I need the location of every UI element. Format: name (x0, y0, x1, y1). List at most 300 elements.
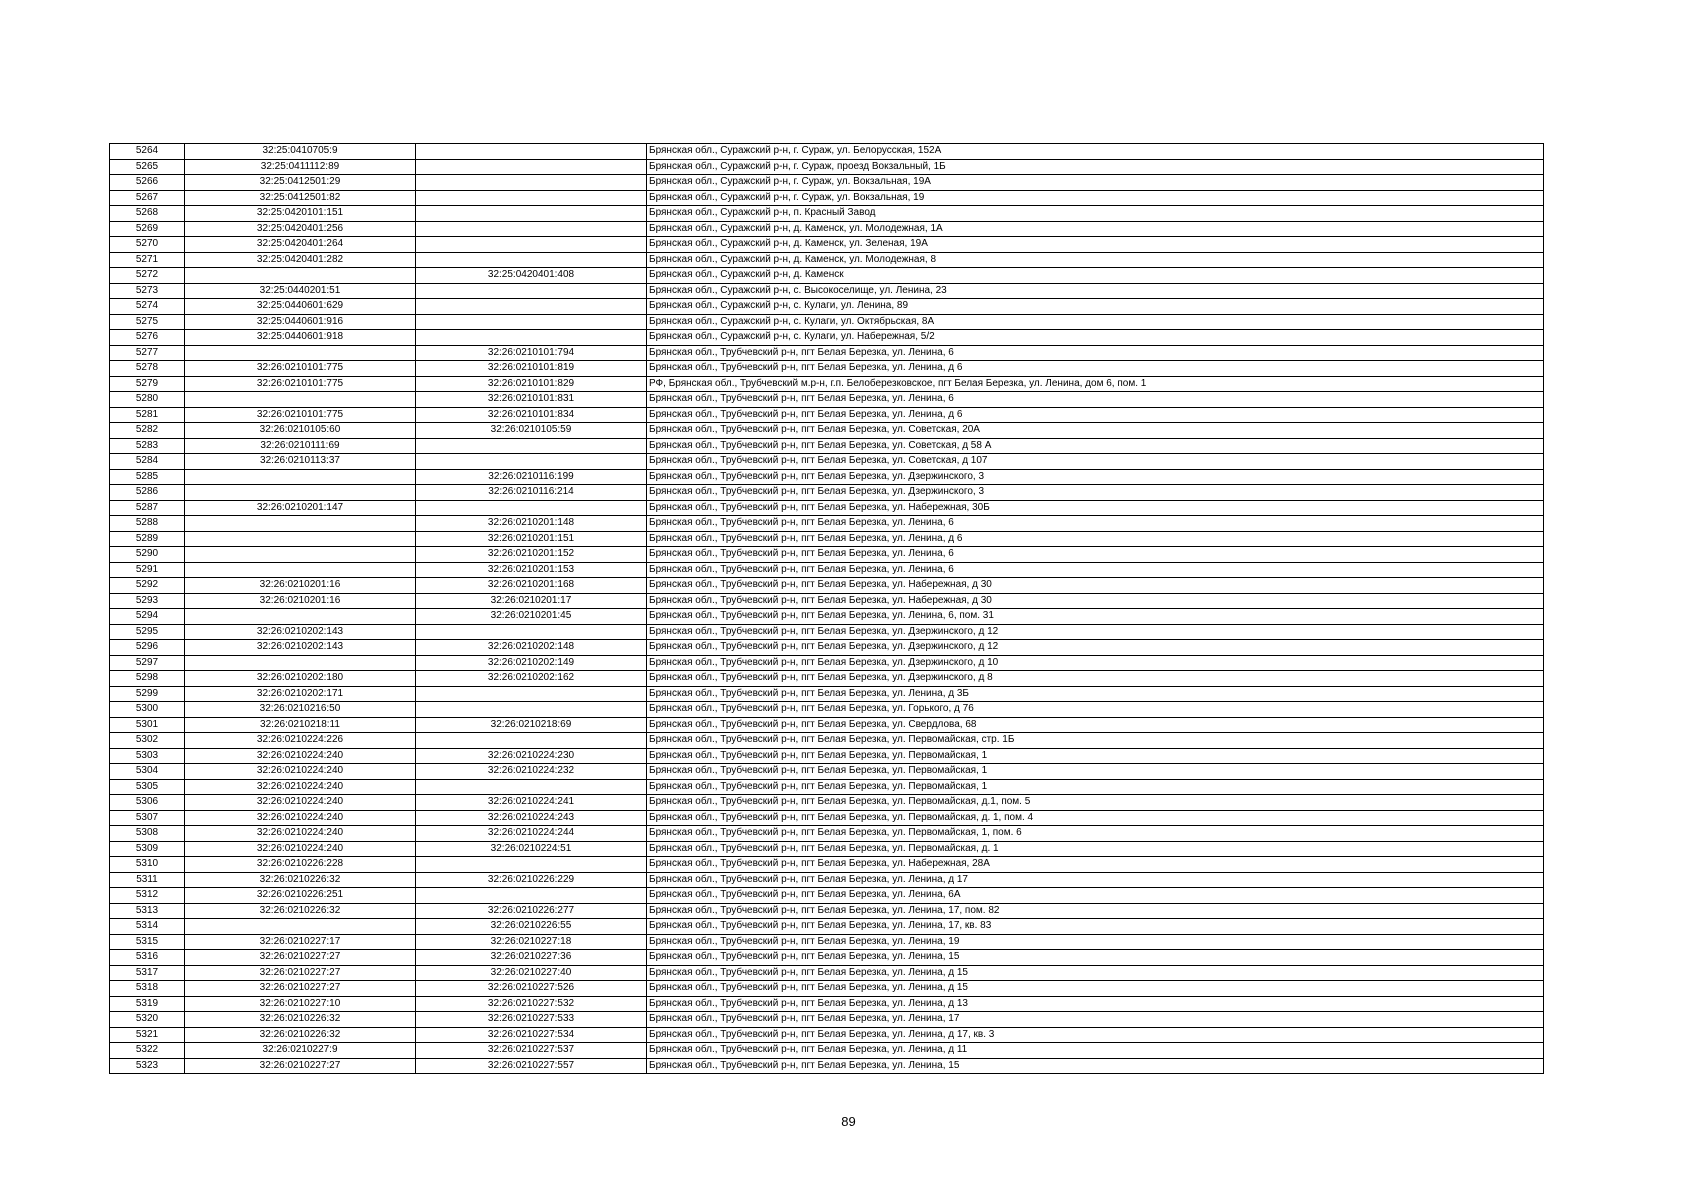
object-cadastral-number-cell: 32:26:0210101:834 (416, 407, 647, 423)
address-cell: Брянская обл., Трубчевский р-н, пгт Белая Березка, ул. Ленина, д 6 (647, 531, 1544, 547)
address-cell: Брянская обл., Трубчевский р-н, пгт Белая Березка, ул. Свердлова, 68 (647, 717, 1544, 733)
cadastral-number-cell: 32:26:0210227:27 (185, 981, 416, 997)
table-row (110, 283, 1544, 299)
address-cell: Брянская обл., Трубчевский р-н, пгт Белая Березка, ул. Советская, д 58 А (647, 438, 1544, 454)
row-number-cell: 5295 (110, 624, 185, 640)
object-cadastral-number-cell: 32:26:0210227:526 (416, 981, 647, 997)
row-number-cell: 5320 (110, 1012, 185, 1028)
address-cell: Брянская обл., Трубчевский р-н, пгт Белая Березка, ул. Набережная, 28А (647, 857, 1544, 873)
object-cadastral-number-cell: 32:26:0210226:55 (416, 919, 647, 935)
row-number-cell: 5275 (110, 314, 185, 330)
object-cadastral-number-cell: 32:26:0210227:557 (416, 1058, 647, 1074)
address-cell: Брянская обл., Трубчевский р-н, пгт Белая Березка, ул. Ленина, 6 (647, 392, 1544, 408)
table-row (110, 640, 1544, 656)
object-cadastral-number-cell (416, 686, 647, 702)
address-cell: Брянская обл., Суражский р-н, с. Кулаги, ул. Набережная, 5/2 (647, 330, 1544, 346)
address-cell: Брянская обл., Трубчевский р-н, пгт Белая Березка, ул. Дзержинского, д 12 (647, 640, 1544, 656)
object-cadastral-number-cell: 32:26:0210227:18 (416, 934, 647, 950)
object-cadastral-number-cell (416, 857, 647, 873)
table-row (110, 779, 1544, 795)
cadastral-number-cell: 32:26:0210227:27 (185, 950, 416, 966)
row-number-cell: 5272 (110, 268, 185, 284)
row-number-cell: 5311 (110, 872, 185, 888)
row-number-cell: 5301 (110, 717, 185, 733)
table-row (110, 361, 1544, 377)
row-number-cell: 5281 (110, 407, 185, 423)
address-cell: Брянская обл., Трубчевский р-н, пгт Белая Березка, ул. Ленина, 19 (647, 934, 1544, 950)
table-row (110, 500, 1544, 516)
table-row (110, 996, 1544, 1012)
row-number-cell: 5277 (110, 345, 185, 361)
table-row (110, 764, 1544, 780)
address-cell: Брянская обл., Трубчевский р-н, пгт Белая Березка, ул. Ленина, д 6 (647, 407, 1544, 423)
table-row (110, 624, 1544, 640)
address-cell: Брянская обл., Трубчевский р-н, пгт Белая Березка, ул. Ленина, д 15 (647, 981, 1544, 997)
cadastral-number-cell (185, 919, 416, 935)
address-cell: Брянская обл., Трубчевский р-н, пгт Белая Березка, ул. Первомайская, 1 (647, 748, 1544, 764)
address-cell: Брянская обл., Трубчевский р-н, пгт Белая Березка, ул. Набережная, д 30 (647, 593, 1544, 609)
row-number-cell: 5284 (110, 454, 185, 470)
address-cell: Брянская обл., Трубчевский р-н, пгт Белая Березка, ул. Ленина, 15 (647, 950, 1544, 966)
cadastral-number-cell: 32:26:0210202:171 (185, 686, 416, 702)
row-number-cell: 5271 (110, 252, 185, 268)
address-cell: Брянская обл., Трубчевский р-н, пгт Белая Березка, ул. Ленина, д 15 (647, 965, 1544, 981)
table-row (110, 934, 1544, 950)
cadastral-number-cell: 32:25:0420401:256 (185, 221, 416, 237)
address-cell: Брянская обл., Суражский р-н, г. Сураж, ул. Вокзальная, 19А (647, 175, 1544, 191)
row-number-cell: 5313 (110, 903, 185, 919)
cadastral-number-cell: 32:26:0210101:775 (185, 407, 416, 423)
address-cell: РФ, Брянская обл., Трубчевский м.р-н, г.п. Белоберезковское, пгт Белая Березка, ул. Ленина, дом 6, пом. 1 (647, 376, 1544, 392)
address-cell: Брянская обл., Трубчевский р-н, пгт Белая Березка, ул. Ленина, 6, пом. 31 (647, 609, 1544, 625)
table-row (110, 1027, 1544, 1043)
cadastral-number-cell: 32:25:0420401:264 (185, 237, 416, 253)
cadastral-number-cell (185, 485, 416, 501)
cadastral-number-cell: 32:26:0210224:240 (185, 841, 416, 857)
table-row (110, 237, 1544, 253)
row-number-cell: 5294 (110, 609, 185, 625)
object-cadastral-number-cell: 32:26:0210224:232 (416, 764, 647, 780)
cadastral-number-cell (185, 469, 416, 485)
cadastral-number-cell: 32:26:0210224:240 (185, 748, 416, 764)
row-number-cell: 5293 (110, 593, 185, 609)
cadastral-number-cell: 32:26:0210216:50 (185, 702, 416, 718)
cadastral-number-cell: 32:26:0210226:32 (185, 903, 416, 919)
table-row (110, 314, 1544, 330)
object-cadastral-number-cell: 32:26:0210101:819 (416, 361, 647, 377)
address-cell: Брянская обл., Трубчевский р-н, пгт Белая Березка, ул. Первомайская, 1 (647, 779, 1544, 795)
row-number-cell: 5273 (110, 283, 185, 299)
object-cadastral-number-cell: 32:26:0210201:151 (416, 531, 647, 547)
row-number-cell: 5318 (110, 981, 185, 997)
address-cell: Брянская обл., Трубчевский р-н, пгт Белая Березка, ул. Набережная, д 30 (647, 578, 1544, 594)
address-cell: Брянская обл., Трубчевский р-н, пгт Белая Березка, ул. Ленина, д 11 (647, 1043, 1544, 1059)
cadastral-number-cell: 32:26:0210105:60 (185, 423, 416, 439)
object-cadastral-number-cell: 32:26:0210202:148 (416, 640, 647, 656)
address-cell: Брянская обл., Суражский р-н, г. Сураж, проезд Вокзальный, 1Б (647, 159, 1544, 175)
cadastral-number-cell: 32:26:0210202:143 (185, 640, 416, 656)
cadastral-number-cell: 32:26:0210202:143 (185, 624, 416, 640)
object-cadastral-number-cell: 32:26:0210218:69 (416, 717, 647, 733)
row-number-cell: 5278 (110, 361, 185, 377)
object-cadastral-number-cell (416, 454, 647, 470)
table-row (110, 981, 1544, 997)
cadastral-number-cell (185, 268, 416, 284)
cadastral-number-cell: 32:25:0412501:29 (185, 175, 416, 191)
table-row (110, 717, 1544, 733)
table-row (110, 252, 1544, 268)
object-cadastral-number-cell: 32:26:0210227:534 (416, 1027, 647, 1043)
table-row (110, 562, 1544, 578)
object-cadastral-number-cell: 32:26:0210201:152 (416, 547, 647, 563)
object-cadastral-number-cell (416, 888, 647, 904)
table-row (110, 655, 1544, 671)
cadastral-number-cell (185, 392, 416, 408)
object-cadastral-number-cell (416, 500, 647, 516)
object-cadastral-number-cell: 32:26:0210201:45 (416, 609, 647, 625)
address-cell: Брянская обл., Трубчевский р-н, пгт Белая Березка, ул. Первомайская, стр. 1Б (647, 733, 1544, 749)
table-row (110, 1058, 1544, 1074)
address-cell: Брянская обл., Суражский р-н, п. Красный Завод (647, 206, 1544, 222)
object-cadastral-number-cell (416, 190, 647, 206)
address-cell: Брянская обл., Трубчевский р-н, пгт Белая Березка, ул. Первомайская, 1 (647, 764, 1544, 780)
table-row (110, 1012, 1544, 1028)
object-cadastral-number-cell: 32:26:0210227:40 (416, 965, 647, 981)
object-cadastral-number-cell: 32:26:0210201:148 (416, 516, 647, 532)
row-number-cell: 5283 (110, 438, 185, 454)
address-cell: Брянская обл., Трубчевский р-н, пгт Белая Березка, ул. Набережная, 30Б (647, 500, 1544, 516)
cadastral-number-cell: 32:26:0210226:251 (185, 888, 416, 904)
cadastral-number-cell: 32:26:0210201:16 (185, 593, 416, 609)
table-row (110, 438, 1544, 454)
row-number-cell: 5276 (110, 330, 185, 346)
cadastral-number-cell: 32:26:0210113:37 (185, 454, 416, 470)
table-row (110, 345, 1544, 361)
object-cadastral-number-cell: 32:26:0210105:59 (416, 423, 647, 439)
row-number-cell: 5305 (110, 779, 185, 795)
row-number-cell: 5269 (110, 221, 185, 237)
object-cadastral-number-cell (416, 330, 647, 346)
cadastral-number-cell: 32:26:0210224:226 (185, 733, 416, 749)
row-number-cell: 5282 (110, 423, 185, 439)
row-number-cell: 5286 (110, 485, 185, 501)
object-cadastral-number-cell: 32:26:0210227:533 (416, 1012, 647, 1028)
address-cell: Брянская обл., Суражский р-н, д. Каменск (647, 268, 1544, 284)
table-row (110, 733, 1544, 749)
address-cell: Брянская обл., Трубчевский р-н, пгт Белая Березка, ул. Ленина, д 3Б (647, 686, 1544, 702)
cadastral-number-cell: 32:26:0210101:775 (185, 361, 416, 377)
object-cadastral-number-cell (416, 314, 647, 330)
table-row (110, 469, 1544, 485)
table-row (110, 206, 1544, 222)
row-number-cell: 5289 (110, 531, 185, 547)
cadastral-number-cell: 32:26:0210226:228 (185, 857, 416, 873)
table-row (110, 485, 1544, 501)
cadastral-number-cell: 32:26:0210227:9 (185, 1043, 416, 1059)
object-cadastral-number-cell (416, 144, 647, 160)
row-number-cell: 5309 (110, 841, 185, 857)
object-cadastral-number-cell (416, 237, 647, 253)
table-row (110, 702, 1544, 718)
table-row (110, 423, 1544, 439)
table-row (110, 965, 1544, 981)
address-cell: Брянская обл., Суражский р-н, д. Каменск, ул. Зеленая, 19А (647, 237, 1544, 253)
address-cell: Брянская обл., Трубчевский р-н, пгт Белая Березка, ул. Дзержинского, 3 (647, 469, 1544, 485)
table-row (110, 516, 1544, 532)
cadastral-number-cell: 32:26:0210226:32 (185, 1012, 416, 1028)
object-cadastral-number-cell: 32:26:0210226:229 (416, 872, 647, 888)
object-cadastral-number-cell: 32:26:0210224:244 (416, 826, 647, 842)
address-cell: Брянская обл., Трубчевский р-н, пгт Белая Березка, ул. Советская, 20А (647, 423, 1544, 439)
object-cadastral-number-cell: 32:26:0210201:168 (416, 578, 647, 594)
address-cell: Брянская обл., Трубчевский р-н, пгт Белая Березка, ул. Первомайская, 1, пом. 6 (647, 826, 1544, 842)
object-cadastral-number-cell: 32:26:0210224:241 (416, 795, 647, 811)
row-number-cell: 5298 (110, 671, 185, 687)
cadastral-number-cell: 32:26:0210224:240 (185, 795, 416, 811)
table-row (110, 531, 1544, 547)
cadastral-table (109, 143, 1544, 1074)
table-row (110, 950, 1544, 966)
row-number-cell: 5267 (110, 190, 185, 206)
table-row (110, 407, 1544, 423)
cadastral-number-cell (185, 655, 416, 671)
row-number-cell: 5279 (110, 376, 185, 392)
address-cell: Брянская обл., Трубчевский р-н, пгт Белая Березка, ул. Первомайская, д. 1 (647, 841, 1544, 857)
cadastral-number-cell: 32:26:0210224:240 (185, 764, 416, 780)
row-number-cell: 5310 (110, 857, 185, 873)
object-cadastral-number-cell: 32:26:0210226:277 (416, 903, 647, 919)
table-row (110, 593, 1544, 609)
cadastral-number-cell (185, 609, 416, 625)
cadastral-number-cell: 32:26:0210218:11 (185, 717, 416, 733)
row-number-cell: 5266 (110, 175, 185, 191)
table-row (110, 268, 1544, 284)
cadastral-number-cell: 32:25:0420401:282 (185, 252, 416, 268)
object-cadastral-number-cell: 32:26:0210224:243 (416, 810, 647, 826)
cadastral-number-cell: 32:26:0210224:240 (185, 810, 416, 826)
row-number-cell: 5291 (110, 562, 185, 578)
address-cell: Брянская обл., Трубчевский р-н, пгт Белая Березка, ул. Горького, д 76 (647, 702, 1544, 718)
row-number-cell: 5308 (110, 826, 185, 842)
row-number-cell: 5287 (110, 500, 185, 516)
table-row (110, 872, 1544, 888)
table-row (110, 748, 1544, 764)
row-number-cell: 5290 (110, 547, 185, 563)
object-cadastral-number-cell (416, 206, 647, 222)
cadastral-number-cell: 32:25:0420101:151 (185, 206, 416, 222)
address-cell: Брянская обл., Суражский р-н, г. Сураж, ул. Белорусская, 152А (647, 144, 1544, 160)
cadastral-number-cell: 32:26:0210101:775 (185, 376, 416, 392)
address-cell: Брянская обл., Трубчевский р-н, пгт Белая Березка, ул. Ленина, д 17 (647, 872, 1544, 888)
table-row (110, 903, 1544, 919)
object-cadastral-number-cell (416, 438, 647, 454)
row-number-cell: 5299 (110, 686, 185, 702)
object-cadastral-number-cell: 32:26:0210227:537 (416, 1043, 647, 1059)
table-row (110, 686, 1544, 702)
address-cell: Брянская обл., Трубчевский р-н, пгт Белая Березка, ул. Дзержинского, д 8 (647, 671, 1544, 687)
row-number-cell: 5300 (110, 702, 185, 718)
address-cell: Брянская обл., Трубчевский р-н, пгт Белая Березка, ул. Ленина, 15 (647, 1058, 1544, 1074)
row-number-cell: 5307 (110, 810, 185, 826)
row-number-cell: 5314 (110, 919, 185, 935)
address-cell: Брянская обл., Суражский р-н, г. Сураж, ул. Вокзальная, 19 (647, 190, 1544, 206)
row-number-cell: 5304 (110, 764, 185, 780)
table-row (110, 919, 1544, 935)
table-row (110, 841, 1544, 857)
table-row (110, 578, 1544, 594)
object-cadastral-number-cell (416, 175, 647, 191)
address-cell: Брянская обл., Суражский р-н, с. Кулаги, ул. Октябрьская, 8А (647, 314, 1544, 330)
cadastral-table-body (110, 144, 1544, 1074)
cadastral-number-cell: 32:25:0440601:916 (185, 314, 416, 330)
row-number-cell: 5321 (110, 1027, 185, 1043)
object-cadastral-number-cell (416, 252, 647, 268)
object-cadastral-number-cell (416, 221, 647, 237)
table-row (110, 671, 1544, 687)
row-number-cell: 5302 (110, 733, 185, 749)
object-cadastral-number-cell: 32:26:0210202:162 (416, 671, 647, 687)
address-cell: Брянская обл., Трубчевский р-н, пгт Белая Березка, ул. Ленина, 6 (647, 345, 1544, 361)
row-number-cell: 5274 (110, 299, 185, 315)
table-row (110, 376, 1544, 392)
table-row (110, 810, 1544, 826)
table-row (110, 888, 1544, 904)
cadastral-number-cell: 32:26:0210226:32 (185, 1027, 416, 1043)
address-cell: Брянская обл., Трубчевский р-н, пгт Белая Березка, ул. Дзержинского, д 12 (647, 624, 1544, 640)
table-row (110, 175, 1544, 191)
cadastral-number-cell: 32:26:0210201:147 (185, 500, 416, 516)
address-cell: Брянская обл., Суражский р-н, с. Высокоселище, ул. Ленина, 23 (647, 283, 1544, 299)
cadastral-number-cell: 32:25:0412501:82 (185, 190, 416, 206)
row-number-cell: 5296 (110, 640, 185, 656)
table-row (110, 392, 1544, 408)
cadastral-number-cell: 32:25:0440201:51 (185, 283, 416, 299)
address-cell: Брянская обл., Трубчевский р-н, пгт Белая Березка, ул. Дзержинского, д 10 (647, 655, 1544, 671)
address-cell: Брянская обл., Трубчевский р-н, пгт Белая Березка, ул. Первомайская, д. 1, пом. 4 (647, 810, 1544, 826)
row-number-cell: 5319 (110, 996, 185, 1012)
cadastral-number-cell (185, 562, 416, 578)
table-row (110, 144, 1544, 160)
table-row (110, 159, 1544, 175)
cadastral-number-cell: 32:25:0410705:9 (185, 144, 416, 160)
object-cadastral-number-cell (416, 283, 647, 299)
object-cadastral-number-cell: 32:26:0210227:532 (416, 996, 647, 1012)
object-cadastral-number-cell: 32:26:0210227:36 (416, 950, 647, 966)
object-cadastral-number-cell (416, 779, 647, 795)
object-cadastral-number-cell: 32:26:0210116:199 (416, 469, 647, 485)
object-cadastral-number-cell: 32:25:0420401:408 (416, 268, 647, 284)
row-number-cell: 5268 (110, 206, 185, 222)
row-number-cell: 5322 (110, 1043, 185, 1059)
row-number-cell: 5288 (110, 516, 185, 532)
table-row (110, 221, 1544, 237)
address-cell: Брянская обл., Трубчевский р-н, пгт Белая Березка, ул. Ленина, 6 (647, 547, 1544, 563)
row-number-cell: 5264 (110, 144, 185, 160)
table-row (110, 547, 1544, 563)
address-cell: Брянская обл., Трубчевский р-н, пгт Белая Березка, ул. Ленина, 6А (647, 888, 1544, 904)
address-cell: Брянская обл., Трубчевский р-н, пгт Белая Березка, ул. Ленина, д 6 (647, 361, 1544, 377)
row-number-cell: 5315 (110, 934, 185, 950)
row-number-cell: 5265 (110, 159, 185, 175)
address-cell: Брянская обл., Суражский р-н, с. Кулаги, ул. Ленина, 89 (647, 299, 1544, 315)
address-cell: Брянская обл., Трубчевский р-н, пгт Белая Березка, ул. Первомайская, д.1, пом. 5 (647, 795, 1544, 811)
object-cadastral-number-cell: 32:26:0210224:51 (416, 841, 647, 857)
cadastral-number-cell: 32:26:0210227:10 (185, 996, 416, 1012)
address-cell: Брянская обл., Трубчевский р-н, пгт Белая Березка, ул. Ленина, 17, кв. 83 (647, 919, 1544, 935)
address-cell: Брянская обл., Трубчевский р-н, пгт Белая Березка, ул. Советская, д 107 (647, 454, 1544, 470)
row-number-cell: 5292 (110, 578, 185, 594)
row-number-cell: 5306 (110, 795, 185, 811)
address-cell: Брянская обл., Трубчевский р-н, пгт Белая Березка, ул. Ленина, 6 (647, 516, 1544, 532)
cadastral-number-cell: 32:25:0440601:918 (185, 330, 416, 346)
object-cadastral-number-cell (416, 733, 647, 749)
cadastral-number-cell: 32:26:0210227:17 (185, 934, 416, 950)
table-row (110, 826, 1544, 842)
row-number-cell: 5303 (110, 748, 185, 764)
cadastral-number-cell (185, 516, 416, 532)
object-cadastral-number-cell: 32:26:0210101:829 (416, 376, 647, 392)
object-cadastral-number-cell: 32:26:0210202:149 (416, 655, 647, 671)
cadastral-number-cell: 32:26:0210201:16 (185, 578, 416, 594)
cadastral-number-cell (185, 547, 416, 563)
address-cell: Брянская обл., Трубчевский р-н, пгт Белая Березка, ул. Ленина, 17, пом. 82 (647, 903, 1544, 919)
object-cadastral-number-cell: 32:26:0210101:831 (416, 392, 647, 408)
cadastral-number-cell (185, 531, 416, 547)
object-cadastral-number-cell: 32:26:0210101:794 (416, 345, 647, 361)
row-number-cell: 5297 (110, 655, 185, 671)
object-cadastral-number-cell (416, 702, 647, 718)
row-number-cell: 5285 (110, 469, 185, 485)
address-cell: Брянская обл., Трубчевский р-н, пгт Белая Березка, ул. Ленина, д 17, кв. 3 (647, 1027, 1544, 1043)
cadastral-number-cell: 32:26:0210224:240 (185, 826, 416, 842)
cadastral-number-cell: 32:26:0210111:69 (185, 438, 416, 454)
object-cadastral-number-cell (416, 299, 647, 315)
row-number-cell: 5270 (110, 237, 185, 253)
object-cadastral-number-cell: 32:26:0210201:153 (416, 562, 647, 578)
object-cadastral-number-cell: 32:26:0210116:214 (416, 485, 647, 501)
cadastral-number-cell: 32:26:0210224:240 (185, 779, 416, 795)
table-row (110, 609, 1544, 625)
table-row (110, 299, 1544, 315)
address-cell: Брянская обл., Трубчевский р-н, пгт Белая Березка, ул. Ленина, 6 (647, 562, 1544, 578)
table-row (110, 454, 1544, 470)
address-cell: Брянская обл., Суражский р-н, д. Каменск, ул. Молодежная, 8 (647, 252, 1544, 268)
address-cell: Брянская обл., Трубчевский р-н, пгт Белая Березка, ул. Дзержинского, 3 (647, 485, 1544, 501)
cadastral-number-cell: 32:26:0210227:27 (185, 1058, 416, 1074)
table-row (110, 857, 1544, 873)
address-cell: Брянская обл., Трубчевский р-н, пгт Белая Березка, ул. Ленина, 17 (647, 1012, 1544, 1028)
cadastral-number-cell: 32:26:0210226:32 (185, 872, 416, 888)
row-number-cell: 5280 (110, 392, 185, 408)
row-number-cell: 5317 (110, 965, 185, 981)
row-number-cell: 5316 (110, 950, 185, 966)
table-row (110, 190, 1544, 206)
address-cell: Брянская обл., Трубчевский р-н, пгт Белая Березка, ул. Ленина, д 13 (647, 996, 1544, 1012)
cadastral-number-cell (185, 345, 416, 361)
table-row (110, 1043, 1544, 1059)
cadastral-number-cell: 32:26:0210202:180 (185, 671, 416, 687)
cadastral-number-cell: 32:25:0440601:629 (185, 299, 416, 315)
cadastral-number-cell: 32:25:0411112:89 (185, 159, 416, 175)
object-cadastral-number-cell: 32:26:0210201:17 (416, 593, 647, 609)
row-number-cell: 5312 (110, 888, 185, 904)
object-cadastral-number-cell (416, 624, 647, 640)
cadastral-number-cell: 32:26:0210227:27 (185, 965, 416, 981)
page-number: 89 (841, 1114, 856, 1129)
address-cell: Брянская обл., Суражский р-н, д. Каменск, ул. Молодежная, 1А (647, 221, 1544, 237)
object-cadastral-number-cell (416, 159, 647, 175)
row-number-cell: 5323 (110, 1058, 185, 1074)
